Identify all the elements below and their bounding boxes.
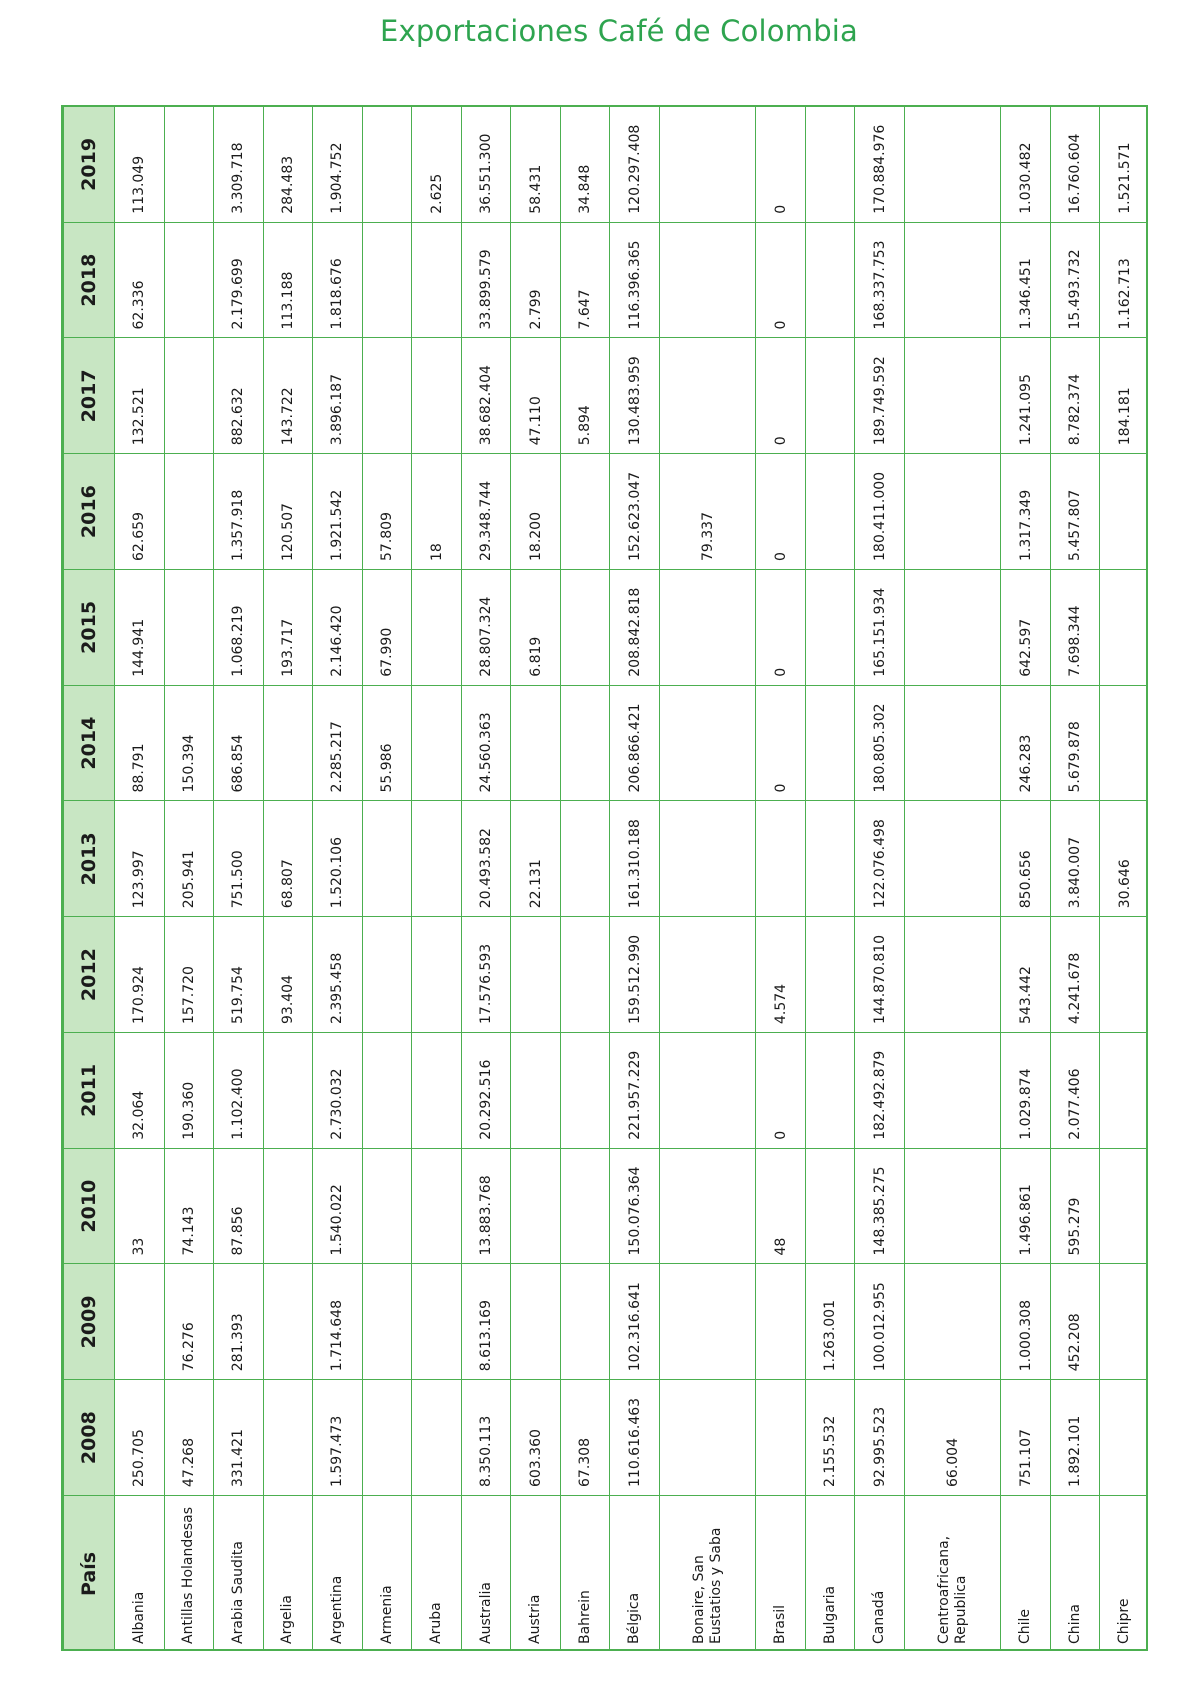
column-header-year: 2016 (64, 454, 115, 570)
value-cell: 170.924 (115, 917, 165, 1033)
country-cell: China (1050, 1496, 1100, 1652)
value-cell: 850.656 (1001, 801, 1051, 917)
table-row (313, 107, 363, 1652)
table-row (412, 107, 462, 1652)
column-header-year: 2018 (64, 222, 115, 338)
value-cell: 189.749.592 (855, 338, 905, 454)
table-row (461, 107, 511, 1652)
value-cell (412, 222, 462, 338)
value-cell (904, 801, 1000, 917)
value-cell (164, 338, 214, 454)
value-cell: 148.385.275 (855, 1148, 905, 1264)
value-cell (660, 685, 756, 801)
value-cell: 2.077.406 (1050, 1033, 1100, 1149)
value-cell: 0 (756, 685, 806, 801)
value-cell: 58.431 (511, 107, 561, 223)
value-cell (560, 917, 610, 1033)
value-cell (1100, 1033, 1148, 1149)
value-cell (1100, 1264, 1148, 1380)
value-cell: 8.782.374 (1050, 338, 1100, 454)
value-cell: 751.107 (1001, 1380, 1051, 1496)
value-cell: 16.760.604 (1050, 107, 1100, 223)
value-cell: 1.346.451 (1001, 222, 1051, 338)
value-cell (511, 1148, 561, 1264)
value-cell (660, 1148, 756, 1264)
value-cell (1100, 454, 1148, 570)
value-cell: 190.360 (164, 1033, 214, 1149)
value-cell: 113.188 (263, 222, 313, 338)
value-cell: 642.597 (1001, 570, 1051, 686)
value-cell (560, 1033, 610, 1149)
value-cell: 284.483 (263, 107, 313, 223)
value-cell: 0 (756, 570, 806, 686)
country-cell: Canadá (855, 1496, 905, 1652)
value-cell: 79.337 (660, 454, 756, 570)
country-cell: Australia (461, 1496, 511, 1652)
value-cell: 1.029.874 (1001, 1033, 1051, 1149)
country-cell: Armenia (362, 1496, 412, 1652)
value-cell (805, 685, 855, 801)
value-cell (560, 1148, 610, 1264)
value-cell: 143.722 (263, 338, 313, 454)
value-cell: 161.310.188 (610, 801, 660, 917)
value-cell: 5.894 (560, 338, 610, 454)
value-cell: 67.990 (362, 570, 412, 686)
value-cell: 1.317.349 (1001, 454, 1051, 570)
value-cell (511, 1033, 561, 1149)
value-cell: 36.551.300 (461, 107, 511, 223)
value-cell: 1.162.713 (1100, 222, 1148, 338)
value-cell (805, 570, 855, 686)
value-cell: 7.647 (560, 222, 610, 338)
value-cell: 1.714.648 (313, 1264, 363, 1380)
value-cell (756, 801, 806, 917)
column-header-year: 2010 (64, 1148, 115, 1264)
value-cell (904, 454, 1000, 570)
value-cell: 120.297.408 (610, 107, 660, 223)
value-cell: 1.263.001 (805, 1264, 855, 1380)
table-row (115, 107, 165, 1652)
table-row (855, 107, 905, 1652)
value-cell (412, 1148, 462, 1264)
value-cell (263, 1264, 313, 1380)
value-cell (362, 917, 412, 1033)
value-cell: 47.110 (511, 338, 561, 454)
exports-table (63, 106, 1148, 1651)
value-cell (1100, 917, 1148, 1033)
value-cell: 180.411.000 (855, 454, 905, 570)
value-cell: 193.717 (263, 570, 313, 686)
value-cell (560, 685, 610, 801)
value-cell: 157.720 (164, 917, 214, 1033)
value-cell: 4.574 (756, 917, 806, 1033)
page-title: Exportaciones Café de Colombia (380, 14, 859, 48)
value-cell: 1.818.676 (313, 222, 363, 338)
value-cell: 113.049 (115, 107, 165, 223)
value-cell (904, 1033, 1000, 1149)
value-cell (164, 454, 214, 570)
rotated-table-container (63, 107, 1148, 1651)
value-cell: 5.679.878 (1050, 685, 1100, 801)
value-cell: 20.292.516 (461, 1033, 511, 1149)
column-header-year: 2014 (64, 685, 115, 801)
value-cell (904, 917, 1000, 1033)
value-cell: 5.457.807 (1050, 454, 1100, 570)
value-cell (412, 1380, 462, 1496)
country-cell: Argelia (263, 1496, 313, 1652)
value-cell: 152.623.047 (610, 454, 660, 570)
value-cell: 2.285.217 (313, 685, 363, 801)
value-cell: 1.000.308 (1001, 1264, 1051, 1380)
value-cell (904, 570, 1000, 686)
value-cell: 150.076.364 (610, 1148, 660, 1264)
value-cell: 686.854 (214, 685, 264, 801)
value-cell: 18.200 (511, 454, 561, 570)
column-header-country: País (64, 1496, 115, 1652)
value-cell (660, 338, 756, 454)
value-cell (362, 1033, 412, 1149)
value-cell (660, 222, 756, 338)
value-cell (904, 1264, 1000, 1380)
value-cell: 595.279 (1050, 1148, 1100, 1264)
value-cell: 18 (412, 454, 462, 570)
value-cell: 8.613.169 (461, 1264, 511, 1380)
value-cell: 0 (756, 338, 806, 454)
table-row (511, 107, 561, 1652)
value-cell: 74.143 (164, 1148, 214, 1264)
value-cell: 29.348.744 (461, 454, 511, 570)
country-cell: Arabia Saudita (214, 1496, 264, 1652)
value-cell (412, 1033, 462, 1149)
value-cell: 281.393 (214, 1264, 264, 1380)
value-cell (1100, 685, 1148, 801)
value-cell: 20.493.582 (461, 801, 511, 917)
value-cell: 92.995.523 (855, 1380, 905, 1496)
value-cell (1100, 1380, 1148, 1496)
column-header-year: 2012 (64, 917, 115, 1033)
column-header-year: 2009 (64, 1264, 115, 1380)
value-cell: 28.807.324 (461, 570, 511, 686)
value-cell: 331.421 (214, 1380, 264, 1496)
column-header-year: 2013 (64, 801, 115, 917)
table-row (904, 107, 1000, 1652)
value-cell (660, 801, 756, 917)
value-cell (412, 801, 462, 917)
value-cell (660, 1380, 756, 1496)
value-cell: 123.997 (115, 801, 165, 917)
value-cell: 452.208 (1050, 1264, 1100, 1380)
value-cell (904, 222, 1000, 338)
value-cell: 32.064 (115, 1033, 165, 1149)
value-cell: 33.899.579 (461, 222, 511, 338)
table-row (214, 107, 264, 1652)
value-cell: 1.496.861 (1001, 1148, 1051, 1264)
value-cell (362, 1148, 412, 1264)
value-cell (560, 1264, 610, 1380)
value-cell: 120.507 (263, 454, 313, 570)
value-cell (362, 107, 412, 223)
value-cell (660, 570, 756, 686)
value-cell: 15.493.732 (1050, 222, 1100, 338)
country-cell: Centroafricana, Republica (904, 1496, 1000, 1652)
value-cell: 87.856 (214, 1148, 264, 1264)
value-cell (263, 1148, 313, 1264)
value-cell: 110.616.463 (610, 1380, 660, 1496)
value-cell (115, 1264, 165, 1380)
value-cell: 184.181 (1100, 338, 1148, 454)
table-header-row (64, 107, 115, 1652)
table-row (263, 107, 313, 1652)
value-cell: 102.316.641 (610, 1264, 660, 1380)
value-cell (263, 1033, 313, 1149)
value-cell: 144.870.810 (855, 917, 905, 1033)
value-cell: 1.520.106 (313, 801, 363, 917)
value-cell (805, 917, 855, 1033)
value-cell (362, 1380, 412, 1496)
table-row (610, 107, 660, 1652)
value-cell: 2.155.532 (805, 1380, 855, 1496)
value-cell: 0 (756, 454, 806, 570)
value-cell: 0 (756, 107, 806, 223)
country-cell: Chile (1001, 1496, 1051, 1652)
value-cell: 159.512.990 (610, 917, 660, 1033)
country-cell: Austria (511, 1496, 561, 1652)
value-cell (412, 570, 462, 686)
value-cell (560, 454, 610, 570)
value-cell: 1.921.542 (313, 454, 363, 570)
value-cell: 67.308 (560, 1380, 610, 1496)
value-cell (412, 1264, 462, 1380)
table-row (1100, 107, 1148, 1652)
value-cell: 2.395.458 (313, 917, 363, 1033)
value-cell (362, 801, 412, 917)
value-cell: 170.884.976 (855, 107, 905, 223)
value-cell: 3.309.718 (214, 107, 264, 223)
country-cell: Bahrein (560, 1496, 610, 1652)
value-cell (805, 107, 855, 223)
value-cell: 62.336 (115, 222, 165, 338)
country-cell: Bonaire, San Eustatios y Saba (660, 1496, 756, 1652)
value-cell (1100, 570, 1148, 686)
exports-table-frame (61, 105, 1148, 1651)
value-cell: 116.396.365 (610, 222, 660, 338)
value-cell (164, 222, 214, 338)
value-cell (362, 222, 412, 338)
value-cell: 3.896.187 (313, 338, 363, 454)
country-cell: Bélgica (610, 1496, 660, 1652)
value-cell: 100.012.955 (855, 1264, 905, 1380)
value-cell: 2.179.699 (214, 222, 264, 338)
country-cell: Antillas Holandesas (164, 1496, 214, 1652)
country-cell: Argentina (313, 1496, 363, 1652)
value-cell: 48 (756, 1148, 806, 1264)
country-cell: Bulgaria (805, 1496, 855, 1652)
value-cell: 1.102.400 (214, 1033, 264, 1149)
value-cell: 150.394 (164, 685, 214, 801)
value-cell: 144.941 (115, 570, 165, 686)
table-row (362, 107, 412, 1652)
value-cell (756, 1264, 806, 1380)
value-cell: 47.268 (164, 1380, 214, 1496)
country-cell: Brasil (756, 1496, 806, 1652)
value-cell: 1.357.918 (214, 454, 264, 570)
value-cell: 2.799 (511, 222, 561, 338)
value-cell (660, 1033, 756, 1149)
country-cell: Chipre (1100, 1496, 1148, 1652)
value-cell: 2.146.420 (313, 570, 363, 686)
value-cell (263, 685, 313, 801)
value-cell (362, 338, 412, 454)
value-cell: 38.682.404 (461, 338, 511, 454)
value-cell: 1.241.095 (1001, 338, 1051, 454)
value-cell: 603.360 (511, 1380, 561, 1496)
table-row (560, 107, 610, 1652)
value-cell: 206.866.421 (610, 685, 660, 801)
value-cell: 1.892.101 (1050, 1380, 1100, 1496)
value-cell (756, 1380, 806, 1496)
table-row (1050, 107, 1100, 1652)
column-header-year: 2015 (64, 570, 115, 686)
value-cell: 1.521.571 (1100, 107, 1148, 223)
value-cell: 22.131 (511, 801, 561, 917)
value-cell: 1.904.752 (313, 107, 363, 223)
country-cell: Albania (115, 1496, 165, 1652)
value-cell (904, 338, 1000, 454)
value-cell: 246.283 (1001, 685, 1051, 801)
column-header-year: 2011 (64, 1033, 115, 1149)
value-cell: 7.698.344 (1050, 570, 1100, 686)
value-cell: 30.646 (1100, 801, 1148, 917)
value-cell: 250.705 (115, 1380, 165, 1496)
value-cell: 6.819 (511, 570, 561, 686)
value-cell: 33 (115, 1148, 165, 1264)
value-cell (904, 1148, 1000, 1264)
value-cell: 208.842.818 (610, 570, 660, 686)
value-cell (805, 222, 855, 338)
value-cell (412, 338, 462, 454)
value-cell: 2.730.032 (313, 1033, 363, 1149)
value-cell: 132.521 (115, 338, 165, 454)
value-cell (1100, 1148, 1148, 1264)
value-cell (164, 107, 214, 223)
value-cell (805, 454, 855, 570)
value-cell (412, 917, 462, 1033)
value-cell: 13.883.768 (461, 1148, 511, 1264)
value-cell: 88.791 (115, 685, 165, 801)
value-cell: 1.540.022 (313, 1148, 363, 1264)
value-cell (904, 107, 1000, 223)
table-row (660, 107, 756, 1652)
value-cell: 1.030.482 (1001, 107, 1051, 223)
value-cell (511, 917, 561, 1033)
value-cell: 180.805.302 (855, 685, 905, 801)
value-cell: 165.151.934 (855, 570, 905, 686)
value-cell: 751.500 (214, 801, 264, 917)
table-row (1001, 107, 1051, 1652)
value-cell: 130.483.959 (610, 338, 660, 454)
value-cell: 17.576.593 (461, 917, 511, 1033)
value-cell (362, 1264, 412, 1380)
column-header-year: 2019 (64, 107, 115, 223)
value-cell: 24.560.363 (461, 685, 511, 801)
table-row (805, 107, 855, 1652)
value-cell: 543.442 (1001, 917, 1051, 1033)
column-header-year: 2017 (64, 338, 115, 454)
value-cell (805, 801, 855, 917)
column-header-year: 2008 (64, 1380, 115, 1496)
value-cell: 882.632 (214, 338, 264, 454)
table-row (756, 107, 806, 1652)
value-cell: 519.754 (214, 917, 264, 1033)
value-cell: 34.848 (560, 107, 610, 223)
value-cell: 4.241.678 (1050, 917, 1100, 1033)
value-cell (560, 801, 610, 917)
value-cell: 182.492.879 (855, 1033, 905, 1149)
value-cell: 2.625 (412, 107, 462, 223)
value-cell: 62.659 (115, 454, 165, 570)
value-cell (805, 1033, 855, 1149)
value-cell: 3.840.007 (1050, 801, 1100, 917)
value-cell: 168.337.753 (855, 222, 905, 338)
value-cell (263, 1380, 313, 1496)
value-cell: 93.404 (263, 917, 313, 1033)
table-row (164, 107, 214, 1652)
value-cell: 8.350.113 (461, 1380, 511, 1496)
value-cell (660, 917, 756, 1033)
value-cell (164, 570, 214, 686)
value-cell: 0 (756, 1033, 806, 1149)
value-cell: 76.276 (164, 1264, 214, 1380)
value-cell: 57.809 (362, 454, 412, 570)
value-cell: 0 (756, 222, 806, 338)
value-cell (511, 1264, 561, 1380)
value-cell (660, 1264, 756, 1380)
value-cell: 221.957.229 (610, 1033, 660, 1149)
value-cell: 66.004 (904, 1380, 1000, 1496)
value-cell: 1.597.473 (313, 1380, 363, 1496)
country-cell: Aruba (412, 1496, 462, 1652)
value-cell (560, 570, 610, 686)
value-cell: 1.068.219 (214, 570, 264, 686)
value-cell (904, 685, 1000, 801)
value-cell: 68.807 (263, 801, 313, 917)
value-cell: 122.076.498 (855, 801, 905, 917)
value-cell (511, 685, 561, 801)
value-cell (660, 107, 756, 223)
value-cell (805, 338, 855, 454)
value-cell (805, 1148, 855, 1264)
value-cell (412, 685, 462, 801)
value-cell: 55.986 (362, 685, 412, 801)
value-cell: 205.941 (164, 801, 214, 917)
